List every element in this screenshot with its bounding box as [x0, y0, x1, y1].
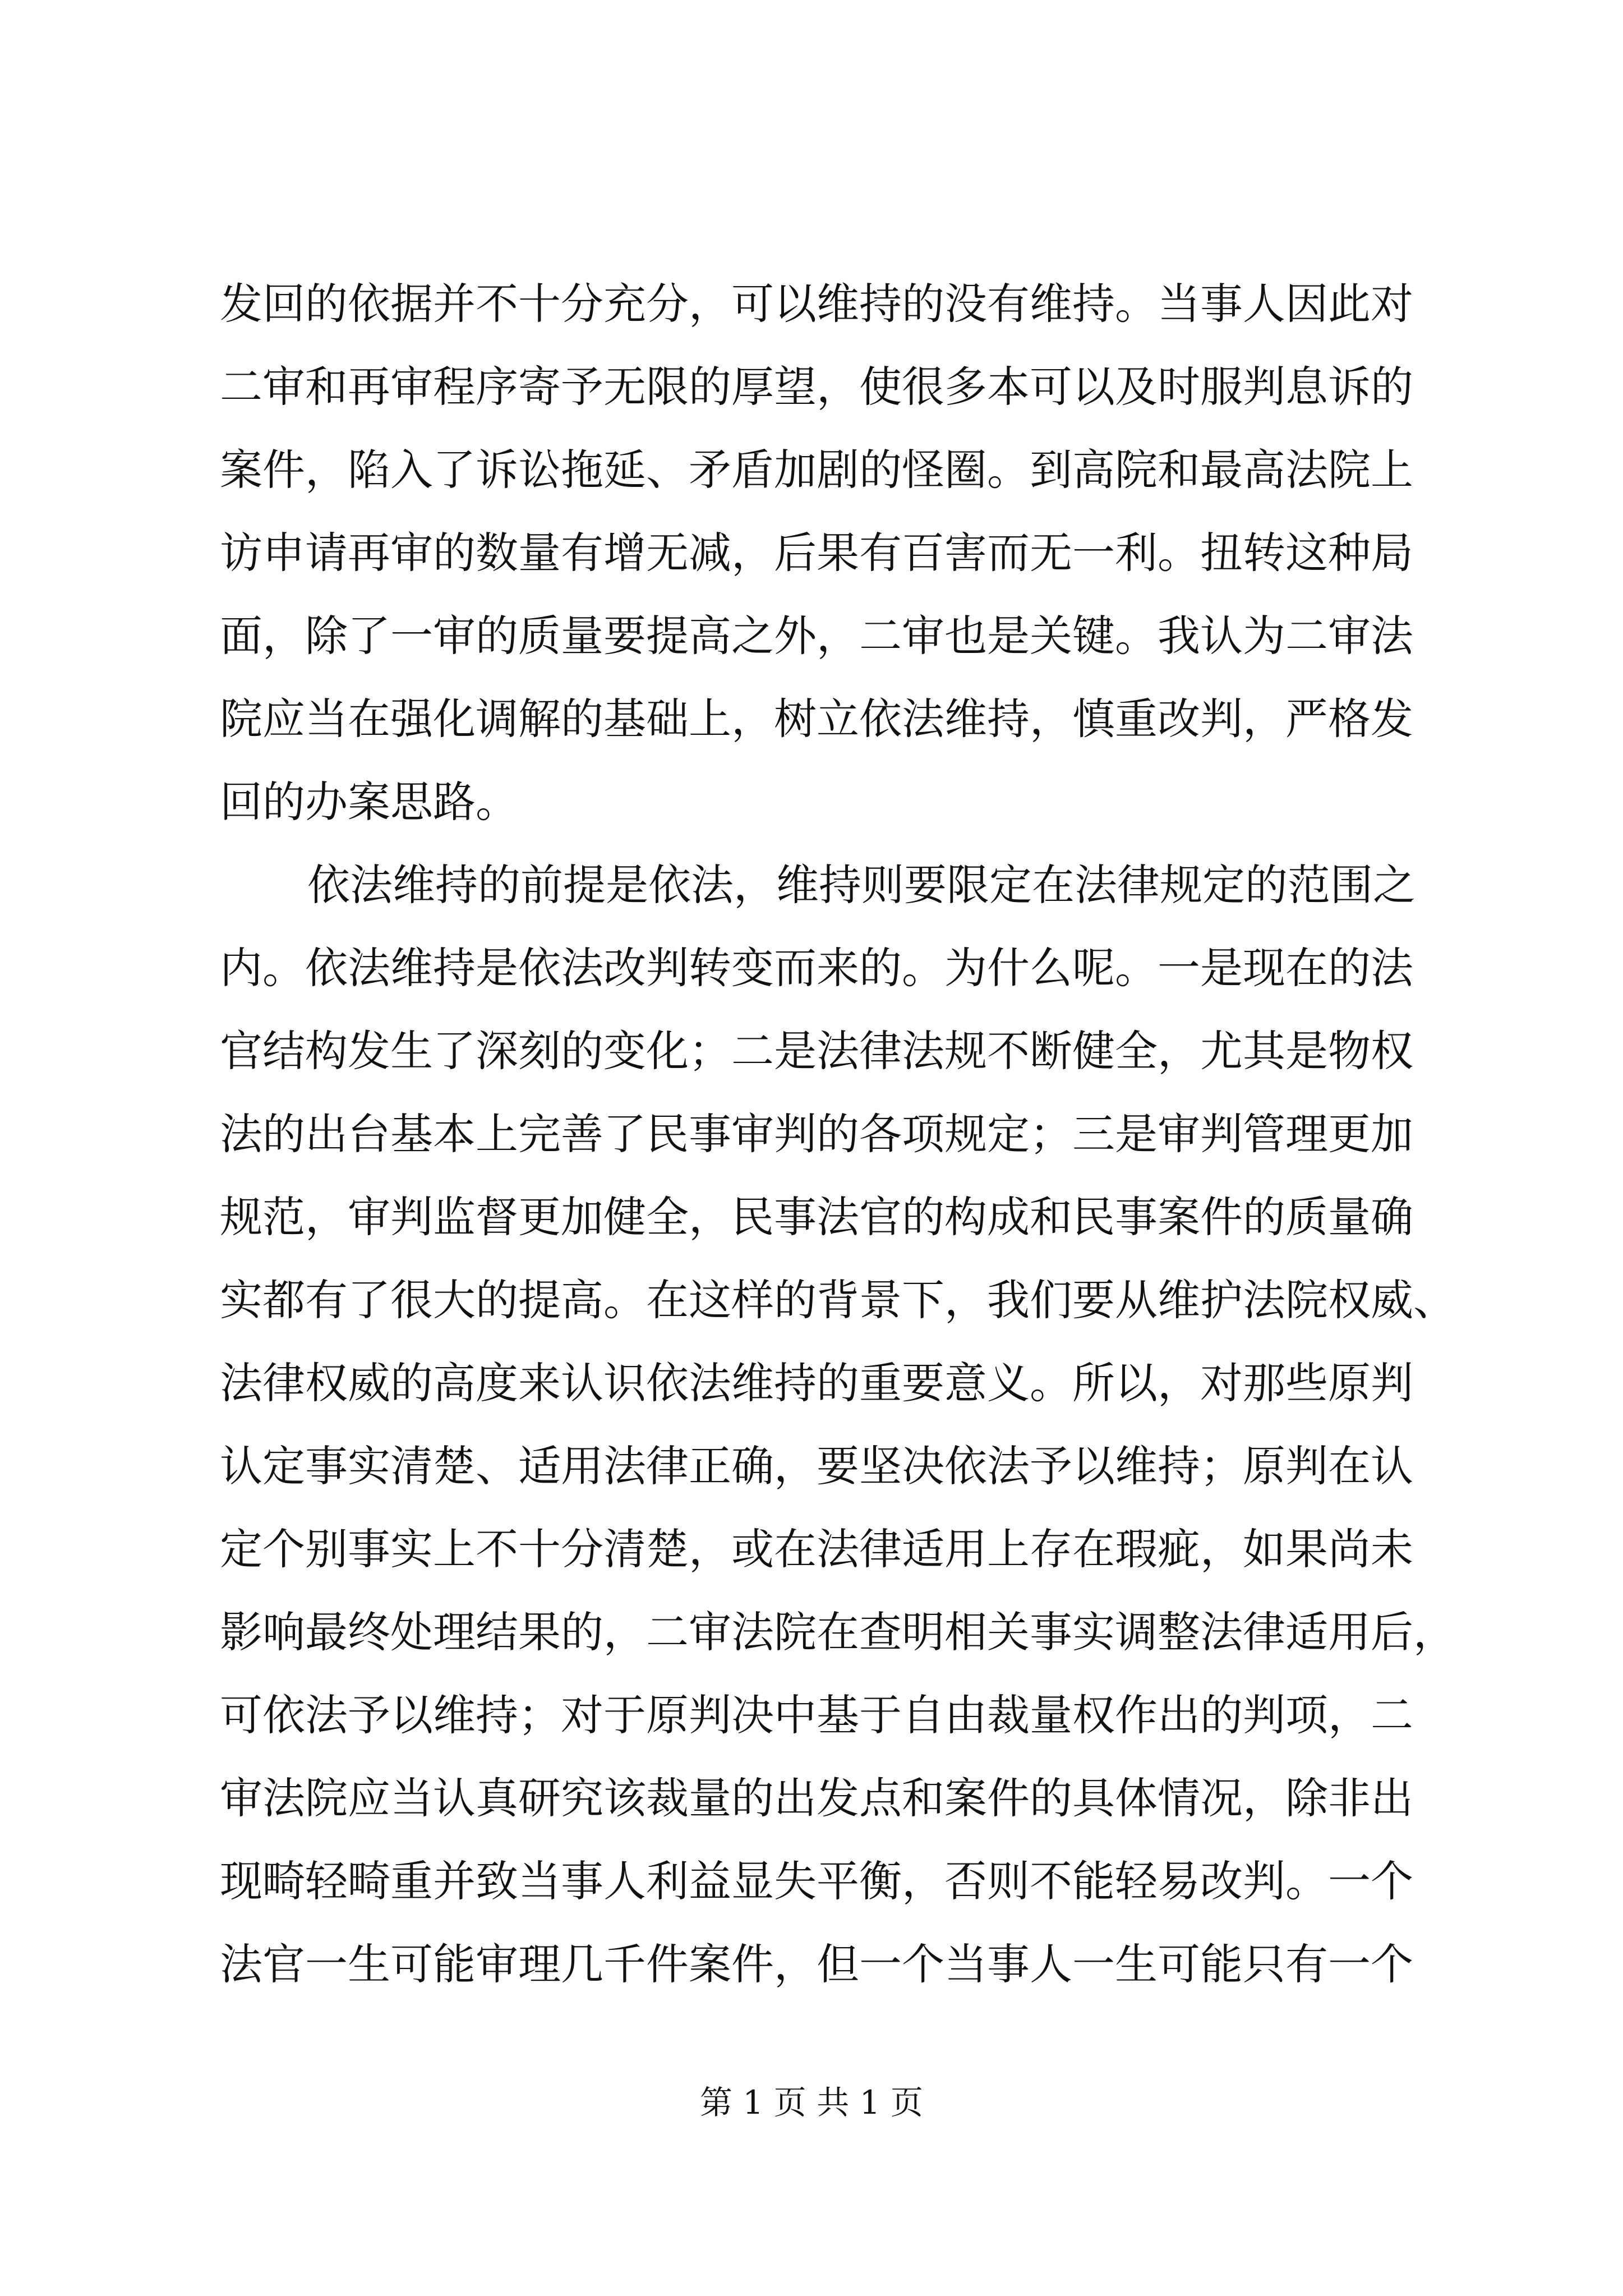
text-line: 认定事实清楚、适用法律正确，要坚决依法予以维持；原判在认 — [220, 1441, 1413, 1491]
text-line: 二审和再审程序寄予无限的厚望，使很多本可以及时服判息诉的 — [220, 362, 1413, 412]
text-line: 发回的依据并不十分充分，可以维持的没有维持。当事人因此对 — [220, 279, 1413, 329]
paragraph-start-line: 依法维持的前提是依法，维持则要限定在法律规定的范围之 — [307, 860, 1415, 910]
text-line: 法的出台基本上完善了民事审判的各项规定；三是审判管理更加 — [220, 1109, 1413, 1159]
text-line: 规范，审判监督更加健全，民事法官的构成和民事案件的质量确 — [220, 1192, 1413, 1242]
text-line: 实都有了很大的提高。在这样的背景下，我们要从维护法院权威、 — [220, 1275, 1456, 1325]
text-line: 影响最终处理结果的，二审法院在查明相关事实调整法律适用后， — [220, 1607, 1456, 1657]
text-line: 定个别事实上不十分清楚，或在法律适用上存在瑕疵，如果尚未 — [220, 1524, 1413, 1574]
text-line: 官结构发生了深刻的变化；二是法律法规不断健全，尤其是物权 — [220, 1026, 1413, 1076]
text-line: 内。依法维持是依法改判转变而来的。为什么呢。一是现在的法 — [220, 943, 1413, 993]
text-line: 面，除了一审的质量要提高之外，二审也是关键。我认为二审法 — [220, 611, 1413, 661]
text-line: 院应当在强化调解的基础上，树立依法维持，慎重改判，严格发 — [220, 694, 1413, 744]
text-line: 案件，陷入了诉讼拖延、矛盾加剧的怪圈。到高院和最高法院上 — [220, 445, 1413, 495]
text-line: 回的办案思路。 — [220, 777, 518, 827]
text-line: 可依法予以维持；对于原判决中基于自由裁量权作出的判项，二 — [220, 1690, 1413, 1740]
page-number-footer: 第 1 页 共 1 页 — [700, 2083, 923, 2122]
text-line: 法官一生可能审理几千件案件，但一个当事人一生可能只有一个 — [220, 1939, 1413, 1989]
text-line: 访申请再审的数量有增无减，后果有百害而无一利。扭转这种局 — [220, 528, 1413, 578]
text-line: 审法院应当认真研究该裁量的出发点和案件的具体情况，除非出 — [220, 1773, 1413, 1823]
text-line: 法律权威的高度来认识依法维持的重要意义。所以，对那些原判 — [220, 1358, 1413, 1408]
text-line: 现畸轻畸重并致当事人利益显失平衡，否则不能轻易改判。一个 — [220, 1856, 1413, 1906]
